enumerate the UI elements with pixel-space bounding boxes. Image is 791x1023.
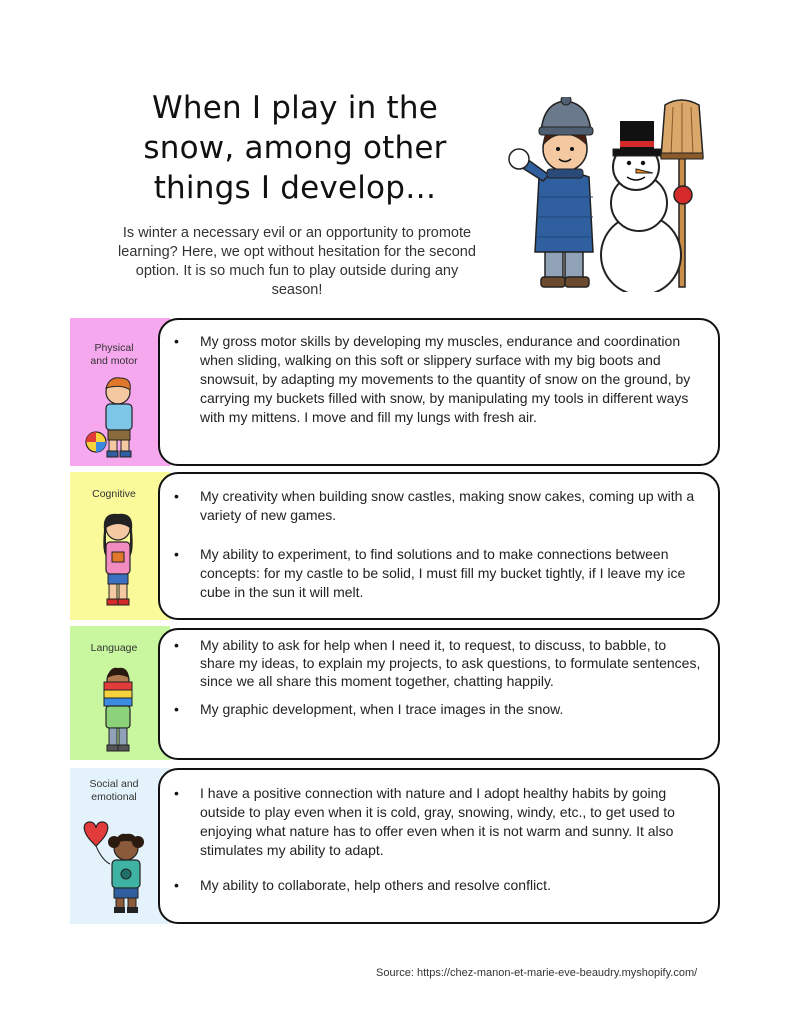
section-label-line: and motor [90, 355, 138, 367]
section-label-line: emotional [91, 791, 137, 803]
child-with-heart-balloon-icon [78, 820, 160, 916]
section-label-line: Social and [89, 778, 139, 790]
child-with-books-icon [78, 666, 158, 754]
list-item: • My ability to experiment, to find solutions and to make connections between concepts: for my castle to be solid, I must fill my bucket tightly, if I leave my ice cube in the sun it will melt. [200, 545, 702, 602]
section-card [158, 318, 720, 466]
section-label [70, 488, 158, 501]
snowman-and-child-illustration [503, 97, 708, 292]
source-credit: Source: https://chez-manon-et-marie-eve-beaudry.myshopify.com/ [376, 967, 698, 979]
section-label [70, 642, 158, 655]
list-item: • I have a positive connection with nature and I adopt healthy habits by going outside to play even when it is cold, gray, snowing, windy, etc., to get used to enjoying what nature has to offer even when it is not warm and sunny. It also stimulates my ability to adapt. [200, 784, 702, 860]
title-line: things I develop… [153, 170, 437, 206]
section-card [158, 628, 720, 760]
section-card [158, 472, 720, 620]
intro-paragraph: Is winter a necessary evil or an opportunity to promote learning? Here, we opt without hesitation for the second option. It is so much fun to play outside during any season! [118, 225, 476, 298]
section-physical-motor [70, 318, 720, 466]
title-line: snow, among other [143, 130, 447, 166]
section-label [70, 342, 158, 368]
list-item: • My graphic development, when I trace images in the snow. [200, 700, 702, 719]
section-social-emotional [70, 768, 720, 924]
section-label-line: Language [90, 642, 138, 654]
section-language [70, 626, 720, 760]
list-item: • My creativity when building snow castles, making snow cakes, coming up with a variety of new games. [200, 487, 702, 525]
title-line: When I play in the [152, 90, 438, 126]
section-card [158, 768, 720, 924]
list-item: • My gross motor skills by developing my muscles, endurance and coordination when sliding, walking on this soft or slippery surface with my big boots and snowsuit, by adapting my movements to the quantity of snow on the ground, by carrying my buckets filled with snow, by manipulating my tools in different ways with my mittens. I move and fill my lungs with fresh air. [200, 332, 702, 427]
child-holding-toy-icon [78, 512, 158, 608]
list-item: • My ability to ask for help when I need it, to request, to discuss, to babble, to share my ideas, to explain my projects, to ask questions, to formulate sentences, since we all share this moment together, chatting happily. [200, 636, 702, 690]
section-label-line: Cognitive [92, 488, 136, 500]
section-label-line: Physical [94, 342, 134, 354]
list-item: • My ability to collaborate, help others and resolve conflict. [200, 876, 702, 895]
page-title [120, 88, 470, 208]
section-label [70, 778, 158, 804]
child-with-ball-icon [78, 376, 158, 460]
section-cognitive [70, 472, 720, 620]
